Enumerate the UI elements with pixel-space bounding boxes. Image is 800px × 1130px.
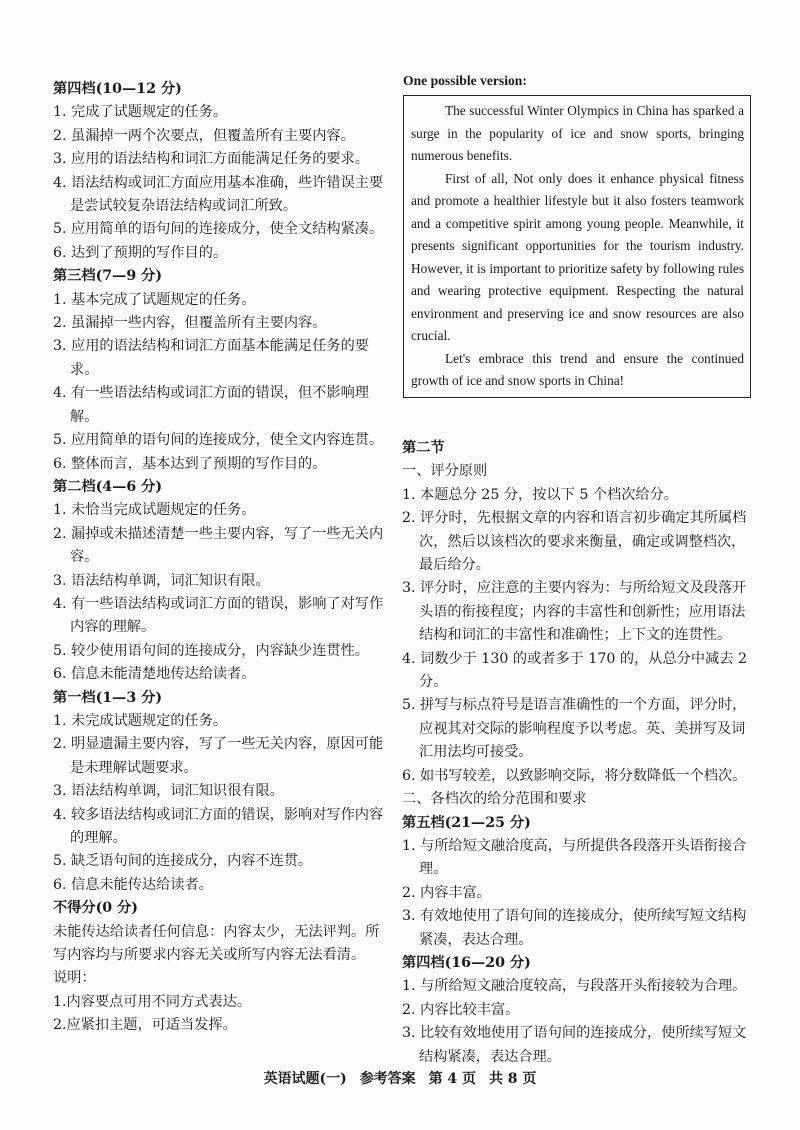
section-heading: 第一档(1—3 分) bbox=[53, 689, 163, 706]
criteria-line: 一、评分原则 bbox=[402, 463, 488, 480]
essay-paragraph: Let's embrace this trend and ensure the continued growth of ice and snow sports in China! bbox=[411, 350, 744, 388]
criteria-line: 4. 较多语法结构或词汇方面的错误，影响对写作内容的理解。 bbox=[53, 806, 384, 846]
section-heading: 第三档(7—9 分) bbox=[53, 268, 163, 285]
criteria-line: 未能传达给读者任何信息：内容太少，无法评判。所写内容均与所要求内容无关或所写内容无法看清。 bbox=[53, 923, 380, 964]
criteria-line: 3. 语法结构单调，词汇知识有限。 bbox=[53, 572, 270, 589]
criteria-line: 3. 语法结构单调，词汇知识很有限。 bbox=[53, 783, 284, 800]
criteria-line: 1. 基本完成了试题规定的任务。 bbox=[53, 291, 256, 308]
criteria-line: 4. 语法结构或词汇方面应用基本准确，些许错误主要是尝试较复杂语法结构或词汇所致。 bbox=[53, 174, 384, 215]
criteria-line: 2. 虽漏掉一两个次要点，但覆盖所有主要内容。 bbox=[53, 127, 355, 144]
criteria-line: 5. 缺乏语句间的连接成分，内容不连贯。 bbox=[53, 853, 313, 870]
section-heading: 第四档(10—12 分) bbox=[53, 81, 182, 97]
criteria-line: 1. 完成了试题规定的任务。 bbox=[53, 104, 228, 121]
criteria-line: 4. 词数少于 130 的或者多于 170 的，从总分中减去 2 分。 bbox=[402, 650, 747, 691]
criteria-line: 4. 有一些语法结构或词汇方面的错误，影响了对写作内容的理解。 bbox=[53, 595, 384, 636]
essay-paragraph: First of all, Not only does it enhance physical fitness and promote a healthier lifestyle but it also fosters teamwork and a competitive spirit among young people. Meanwhile, it presents significant opportunities for the tourism industry. However, it is important to prioritize safety by following rules and wearing protective equipment. Respecting the natural environment and preserving ice and snow resources are also crucial. bbox=[411, 170, 744, 343]
footer-total: 共 8 页 bbox=[488, 1071, 537, 1087]
section-heading: 第四档(16—20 分) bbox=[402, 954, 531, 971]
footer-subtitle: 参考答案 bbox=[359, 1071, 416, 1087]
section-heading: 第二档(4—6 分) bbox=[53, 478, 163, 495]
criteria-line: 2. 虽漏掉一些内容，但覆盖所有主要内容。 bbox=[53, 315, 327, 332]
criteria-line: 二、各档次的给分范围和要求 bbox=[402, 791, 587, 808]
criteria-line: 2. 明显遗漏主要内容，写了一些无关内容，原因可能是未理解试题要求。 bbox=[53, 736, 384, 776]
criteria-line: 2. 内容比较丰富。 bbox=[402, 1001, 520, 1018]
criteria-line: 3. 评分时，应注意的主要内容为：与所给短文及段落开头语的衔接程度；内容的丰富性和创新性；应用语法结构和词汇的丰富性和准确性；上下文的连贯性。 bbox=[402, 580, 747, 644]
section-heading: 第五档(21—25 分) bbox=[402, 814, 531, 831]
criteria-line: 3. 比较有效地使用了语句间的连接成分，使所续写短文结构紧凑，表达合理。 bbox=[402, 1025, 747, 1065]
footer-title: 英语试题(一) bbox=[263, 1071, 347, 1087]
criteria-line: 6. 信息未能传达给读者。 bbox=[53, 876, 213, 893]
right-column bbox=[402, 437, 748, 1069]
criteria-line: 1. 未恰当完成试题规定的任务。 bbox=[53, 502, 256, 519]
criteria-line: 2.应紧扣主题，可适当发挥。 bbox=[53, 1017, 237, 1034]
criteria-line: 1. 本题总分 25 分，按以下 5 个档次给分。 bbox=[402, 486, 678, 503]
criteria-line: 5. 拼写与标点符号是语言准确性的一个方面，评分时，应视其对交际的影响程度予以考虑。英、美拼写及词汇用法均可接受。 bbox=[402, 697, 747, 761]
criteria-line: 1. 与所给短文融洽度高，与所提供各段落开头语衔接合理。 bbox=[402, 837, 747, 878]
criteria-line: 2. 漏掉或未描述清楚一些主要内容，写了一些无关内容。 bbox=[53, 525, 384, 566]
criteria-line: 3. 应用的语法结构和词汇方面基本能满足任务的要求。 bbox=[53, 338, 369, 378]
criteria-line: 1. 未完成试题规定的任务。 bbox=[53, 712, 228, 729]
section-heading: 不得分(0 分) bbox=[53, 900, 138, 917]
criteria-line: 6. 达到了预期的写作目的。 bbox=[53, 244, 228, 261]
criteria-line: 说明： bbox=[53, 970, 96, 987]
criteria-line: 2. 评分时，先根据文章的内容和语言初步确定其所属档次，然后以该档次的要求来衡量，确定或调整档次，最后给分。 bbox=[402, 510, 747, 574]
criteria-line: 6. 整体而言，基本达到了预期的写作目的。 bbox=[53, 455, 327, 472]
criteria-line: 1.内容要点可用不同方式表达。 bbox=[53, 993, 251, 1010]
criteria-line: 3. 应用的语法结构和词汇方面能满足任务的要求。 bbox=[53, 151, 369, 168]
criteria-line: 3. 有效地使用了语句间的连接成分，使所续写短文结构紧凑，表达合理。 bbox=[402, 908, 747, 948]
criteria-line: 5. 应用简单的语句间的连接成分，使全文内容连贯。 bbox=[53, 432, 384, 449]
left-column bbox=[53, 78, 393, 1038]
criteria-line: 5. 较少使用语句间的连接成分，内容缺少连贯性。 bbox=[53, 642, 369, 659]
criteria-line: 1. 与所给短文融洽度较高，与段落开头衔接较为合理。 bbox=[402, 978, 747, 995]
page-footer bbox=[0, 1068, 800, 1088]
section-heading: 第二节 bbox=[402, 440, 445, 456]
criteria-line: 4. 有一些语法结构或词汇方面的错误，但不影响理解。 bbox=[53, 385, 369, 425]
footer-page: 第 4 页 bbox=[428, 1071, 477, 1087]
essay-paragraph: The successful Winter Olympics in China has sparked a surge in the popularity of ice and snow sports, bringing numerous benefits. bbox=[411, 103, 744, 163]
criteria-line: 5. 应用简单的语句间的连接成分，使全文结构紧凑。 bbox=[53, 221, 384, 238]
criteria-line: 2. 内容丰富。 bbox=[402, 884, 491, 901]
sample-essay-heading: One possible version: bbox=[403, 73, 527, 88]
sample-essay-box bbox=[403, 95, 751, 398]
criteria-line: 6. 信息未能清楚地传达给读者。 bbox=[53, 666, 256, 683]
criteria-line: 6. 如书写较差，以致影响交际，将分数降低一个档次。 bbox=[402, 767, 747, 784]
